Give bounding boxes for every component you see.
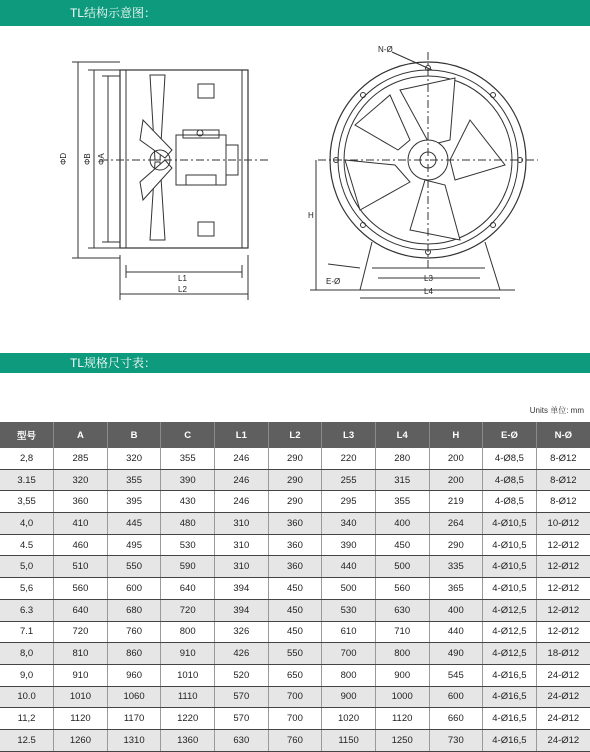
table-row bbox=[0, 578, 590, 600]
label-phi-d: ΦD bbox=[59, 152, 68, 165]
label-l1: L1 bbox=[178, 274, 187, 283]
table-cell: 430 bbox=[161, 491, 215, 513]
table-cell: 394 bbox=[215, 578, 269, 600]
table-cell: 11,2 bbox=[0, 708, 54, 730]
table-cell: 4-Ø16,5 bbox=[483, 664, 537, 686]
spec-table-header-cell: L4 bbox=[375, 422, 429, 448]
table-cell: 355 bbox=[375, 491, 429, 513]
table-cell: 530 bbox=[161, 534, 215, 556]
table-cell: 4-Ø12,5 bbox=[483, 643, 537, 665]
spec-table-header-cell: L3 bbox=[322, 422, 376, 448]
table-cell: 760 bbox=[268, 729, 322, 751]
table-cell: 710 bbox=[375, 621, 429, 643]
table-cell: 4-Ø8,5 bbox=[483, 448, 537, 469]
table-cell: 860 bbox=[107, 643, 161, 665]
table-cell: 910 bbox=[54, 664, 108, 686]
label-l3: L3 bbox=[424, 274, 433, 283]
table-cell: 1150 bbox=[322, 729, 376, 751]
table-cell: 246 bbox=[215, 448, 269, 469]
table-cell: 320 bbox=[54, 469, 108, 491]
table-cell: 355 bbox=[161, 448, 215, 469]
table-cell: 590 bbox=[161, 556, 215, 578]
table-cell: 480 bbox=[161, 513, 215, 535]
table-cell: 426 bbox=[215, 643, 269, 665]
table-cell: 545 bbox=[429, 664, 483, 686]
table-cell: 560 bbox=[375, 578, 429, 600]
table-cell: 326 bbox=[215, 621, 269, 643]
table-row bbox=[0, 469, 590, 491]
table-cell: 3.15 bbox=[0, 469, 54, 491]
table-row bbox=[0, 643, 590, 665]
table-cell: 800 bbox=[322, 664, 376, 686]
table-cell: 360 bbox=[268, 534, 322, 556]
units-note: Units 单位: mm bbox=[529, 406, 584, 415]
table-cell: 1250 bbox=[375, 729, 429, 751]
table-cell: 3,55 bbox=[0, 491, 54, 513]
table-cell: 8-Ø12 bbox=[536, 448, 590, 469]
table-cell: 246 bbox=[215, 491, 269, 513]
section-title-structure: TL结构示意图： bbox=[70, 6, 157, 20]
table-cell: 4-Ø12,5 bbox=[483, 621, 537, 643]
table-cell: 760 bbox=[107, 621, 161, 643]
table-cell: 395 bbox=[107, 491, 161, 513]
table-cell: 390 bbox=[322, 534, 376, 556]
table-row bbox=[0, 556, 590, 578]
table-cell: 440 bbox=[429, 621, 483, 643]
table-cell: 700 bbox=[322, 643, 376, 665]
table-cell: 640 bbox=[161, 578, 215, 600]
label-e-phi: E-Ø bbox=[326, 277, 341, 286]
table-cell: 4-Ø16,5 bbox=[483, 686, 537, 708]
table-cell: 340 bbox=[322, 513, 376, 535]
table-cell: 4-Ø8,5 bbox=[483, 469, 537, 491]
table-cell: 450 bbox=[268, 578, 322, 600]
label-h: H bbox=[308, 211, 314, 220]
table-cell: 450 bbox=[268, 621, 322, 643]
spec-table bbox=[0, 422, 590, 752]
spec-table-header-cell: B bbox=[107, 422, 161, 448]
table-cell: 360 bbox=[54, 491, 108, 513]
table-cell: 219 bbox=[429, 491, 483, 513]
table-cell: 1360 bbox=[161, 729, 215, 751]
table-cell: 500 bbox=[322, 578, 376, 600]
table-cell: 220 bbox=[322, 448, 376, 469]
table-cell: 12-Ø12 bbox=[536, 621, 590, 643]
table-cell: 1010 bbox=[161, 664, 215, 686]
spec-table-header-cell: 型号 bbox=[0, 422, 54, 448]
table-cell: 1120 bbox=[54, 708, 108, 730]
table-cell: 360 bbox=[268, 513, 322, 535]
section-header-spec bbox=[0, 353, 590, 373]
table-cell: 810 bbox=[54, 643, 108, 665]
table-cell: 1170 bbox=[107, 708, 161, 730]
table-cell: 5,0 bbox=[0, 556, 54, 578]
table-cell: 10-Ø12 bbox=[536, 513, 590, 535]
table-cell: 24-Ø12 bbox=[536, 708, 590, 730]
table-cell: 1000 bbox=[375, 686, 429, 708]
table-cell: 640 bbox=[54, 599, 108, 621]
table-cell: 24-Ø12 bbox=[536, 664, 590, 686]
table-cell: 4-Ø10,5 bbox=[483, 513, 537, 535]
table-cell: 1020 bbox=[322, 708, 376, 730]
table-cell: 530 bbox=[322, 599, 376, 621]
spec-table-header-cell: N-Ø bbox=[536, 422, 590, 448]
table-cell: 285 bbox=[54, 448, 108, 469]
table-cell: 700 bbox=[268, 708, 322, 730]
spec-table-header-cell: H bbox=[429, 422, 483, 448]
table-cell: 295 bbox=[322, 491, 376, 513]
table-cell: 600 bbox=[429, 686, 483, 708]
table-cell: 1260 bbox=[54, 729, 108, 751]
table-cell: 730 bbox=[429, 729, 483, 751]
table-cell: 450 bbox=[375, 534, 429, 556]
table-cell: 4-Ø8,5 bbox=[483, 491, 537, 513]
table-cell: 4-Ø16,5 bbox=[483, 708, 537, 730]
front-view-drawing bbox=[310, 52, 538, 298]
table-cell: 550 bbox=[268, 643, 322, 665]
table-cell: 700 bbox=[268, 686, 322, 708]
table-cell: 800 bbox=[375, 643, 429, 665]
table-cell: 290 bbox=[268, 491, 322, 513]
table-cell: 290 bbox=[429, 534, 483, 556]
table-cell: 460 bbox=[54, 534, 108, 556]
table-cell: 7.1 bbox=[0, 621, 54, 643]
table-cell: 490 bbox=[429, 643, 483, 665]
table-cell: 10.0 bbox=[0, 686, 54, 708]
table-cell: 12-Ø12 bbox=[536, 534, 590, 556]
table-cell: 6.3 bbox=[0, 599, 54, 621]
table-cell: 4,0 bbox=[0, 513, 54, 535]
table-cell: 550 bbox=[107, 556, 161, 578]
spec-table-header-cell: A bbox=[54, 422, 108, 448]
table-cell: 8-Ø12 bbox=[536, 491, 590, 513]
table-cell: 1010 bbox=[54, 686, 108, 708]
table-cell: 200 bbox=[429, 469, 483, 491]
table-cell: 720 bbox=[161, 599, 215, 621]
table-cell: 630 bbox=[375, 599, 429, 621]
table-cell: 445 bbox=[107, 513, 161, 535]
table-cell: 410 bbox=[54, 513, 108, 535]
table-cell: 4-Ø12,5 bbox=[483, 599, 537, 621]
table-cell: 4-Ø10,5 bbox=[483, 534, 537, 556]
table-cell: 365 bbox=[429, 578, 483, 600]
table-cell: 360 bbox=[268, 556, 322, 578]
table-cell: 400 bbox=[429, 599, 483, 621]
table-cell: 12-Ø12 bbox=[536, 599, 590, 621]
table-row bbox=[0, 513, 590, 535]
table-cell: 570 bbox=[215, 686, 269, 708]
table-row bbox=[0, 621, 590, 643]
label-phi-b: ΦB bbox=[83, 153, 92, 165]
table-cell: 335 bbox=[429, 556, 483, 578]
structure-diagram bbox=[0, 26, 590, 326]
table-cell: 5,6 bbox=[0, 578, 54, 600]
spec-table-header-cell: E-Ø bbox=[483, 422, 537, 448]
table-cell: 290 bbox=[268, 469, 322, 491]
table-cell: 200 bbox=[429, 448, 483, 469]
table-cell: 4-Ø16,5 bbox=[483, 729, 537, 751]
table-cell: 495 bbox=[107, 534, 161, 556]
table-cell: 560 bbox=[54, 578, 108, 600]
table-row bbox=[0, 708, 590, 730]
table-cell: 630 bbox=[215, 729, 269, 751]
table-cell: 18-Ø12 bbox=[536, 643, 590, 665]
table-cell: 12.5 bbox=[0, 729, 54, 751]
table-cell: 1120 bbox=[375, 708, 429, 730]
table-cell: 900 bbox=[375, 664, 429, 686]
table-cell: 1310 bbox=[107, 729, 161, 751]
table-row bbox=[0, 729, 590, 751]
table-cell: 800 bbox=[161, 621, 215, 643]
table-cell: 310 bbox=[215, 513, 269, 535]
table-cell: 310 bbox=[215, 556, 269, 578]
table-cell: 440 bbox=[322, 556, 376, 578]
table-cell: 8-Ø12 bbox=[536, 469, 590, 491]
table-cell: 320 bbox=[107, 448, 161, 469]
table-row bbox=[0, 448, 590, 469]
table-cell: 520 bbox=[215, 664, 269, 686]
table-cell: 600 bbox=[107, 578, 161, 600]
table-cell: 720 bbox=[54, 621, 108, 643]
table-cell: 310 bbox=[215, 534, 269, 556]
table-row bbox=[0, 491, 590, 513]
table-row bbox=[0, 599, 590, 621]
table-cell: 9,0 bbox=[0, 664, 54, 686]
table-cell: 910 bbox=[161, 643, 215, 665]
table-cell: 24-Ø12 bbox=[536, 729, 590, 751]
table-cell: 255 bbox=[322, 469, 376, 491]
table-cell: 900 bbox=[322, 686, 376, 708]
table-cell: 390 bbox=[161, 469, 215, 491]
section-title-spec: TL规格尺寸表： bbox=[70, 356, 157, 370]
table-row bbox=[0, 534, 590, 556]
table-cell: 280 bbox=[375, 448, 429, 469]
spec-table-header-cell: C bbox=[161, 422, 215, 448]
table-cell: 450 bbox=[268, 599, 322, 621]
spec-table-header-row bbox=[0, 422, 590, 448]
table-cell: 680 bbox=[107, 599, 161, 621]
table-cell: 394 bbox=[215, 599, 269, 621]
label-phi-a: ΦA bbox=[97, 153, 106, 165]
label-l2: L2 bbox=[178, 285, 187, 294]
table-cell: 290 bbox=[268, 448, 322, 469]
table-cell: 510 bbox=[54, 556, 108, 578]
side-view-drawing bbox=[72, 62, 268, 300]
table-cell: 246 bbox=[215, 469, 269, 491]
table-cell: 8,0 bbox=[0, 643, 54, 665]
table-cell: 4-Ø10,5 bbox=[483, 578, 537, 600]
table-cell: 12-Ø12 bbox=[536, 578, 590, 600]
table-cell: 264 bbox=[429, 513, 483, 535]
table-cell: 570 bbox=[215, 708, 269, 730]
table-cell: 355 bbox=[107, 469, 161, 491]
spec-table-header-cell: L2 bbox=[268, 422, 322, 448]
label-n-phi: N-Ø bbox=[378, 45, 393, 54]
table-row bbox=[0, 664, 590, 686]
table-cell: 24-Ø12 bbox=[536, 686, 590, 708]
table-cell: 4-Ø10,5 bbox=[483, 556, 537, 578]
table-cell: 2,8 bbox=[0, 448, 54, 469]
section-header-structure bbox=[0, 0, 590, 26]
spec-table-header-cell: L1 bbox=[215, 422, 269, 448]
table-cell: 12-Ø12 bbox=[536, 556, 590, 578]
table-cell: 650 bbox=[268, 664, 322, 686]
table-cell: 400 bbox=[375, 513, 429, 535]
label-l4: L4 bbox=[424, 287, 433, 296]
table-cell: 4.5 bbox=[0, 534, 54, 556]
table-cell: 500 bbox=[375, 556, 429, 578]
table-cell: 1220 bbox=[161, 708, 215, 730]
table-cell: 610 bbox=[322, 621, 376, 643]
table-cell: 315 bbox=[375, 469, 429, 491]
table-cell: 1110 bbox=[161, 686, 215, 708]
table-cell: 1060 bbox=[107, 686, 161, 708]
table-cell: 960 bbox=[107, 664, 161, 686]
table-cell: 660 bbox=[429, 708, 483, 730]
table-row bbox=[0, 686, 590, 708]
